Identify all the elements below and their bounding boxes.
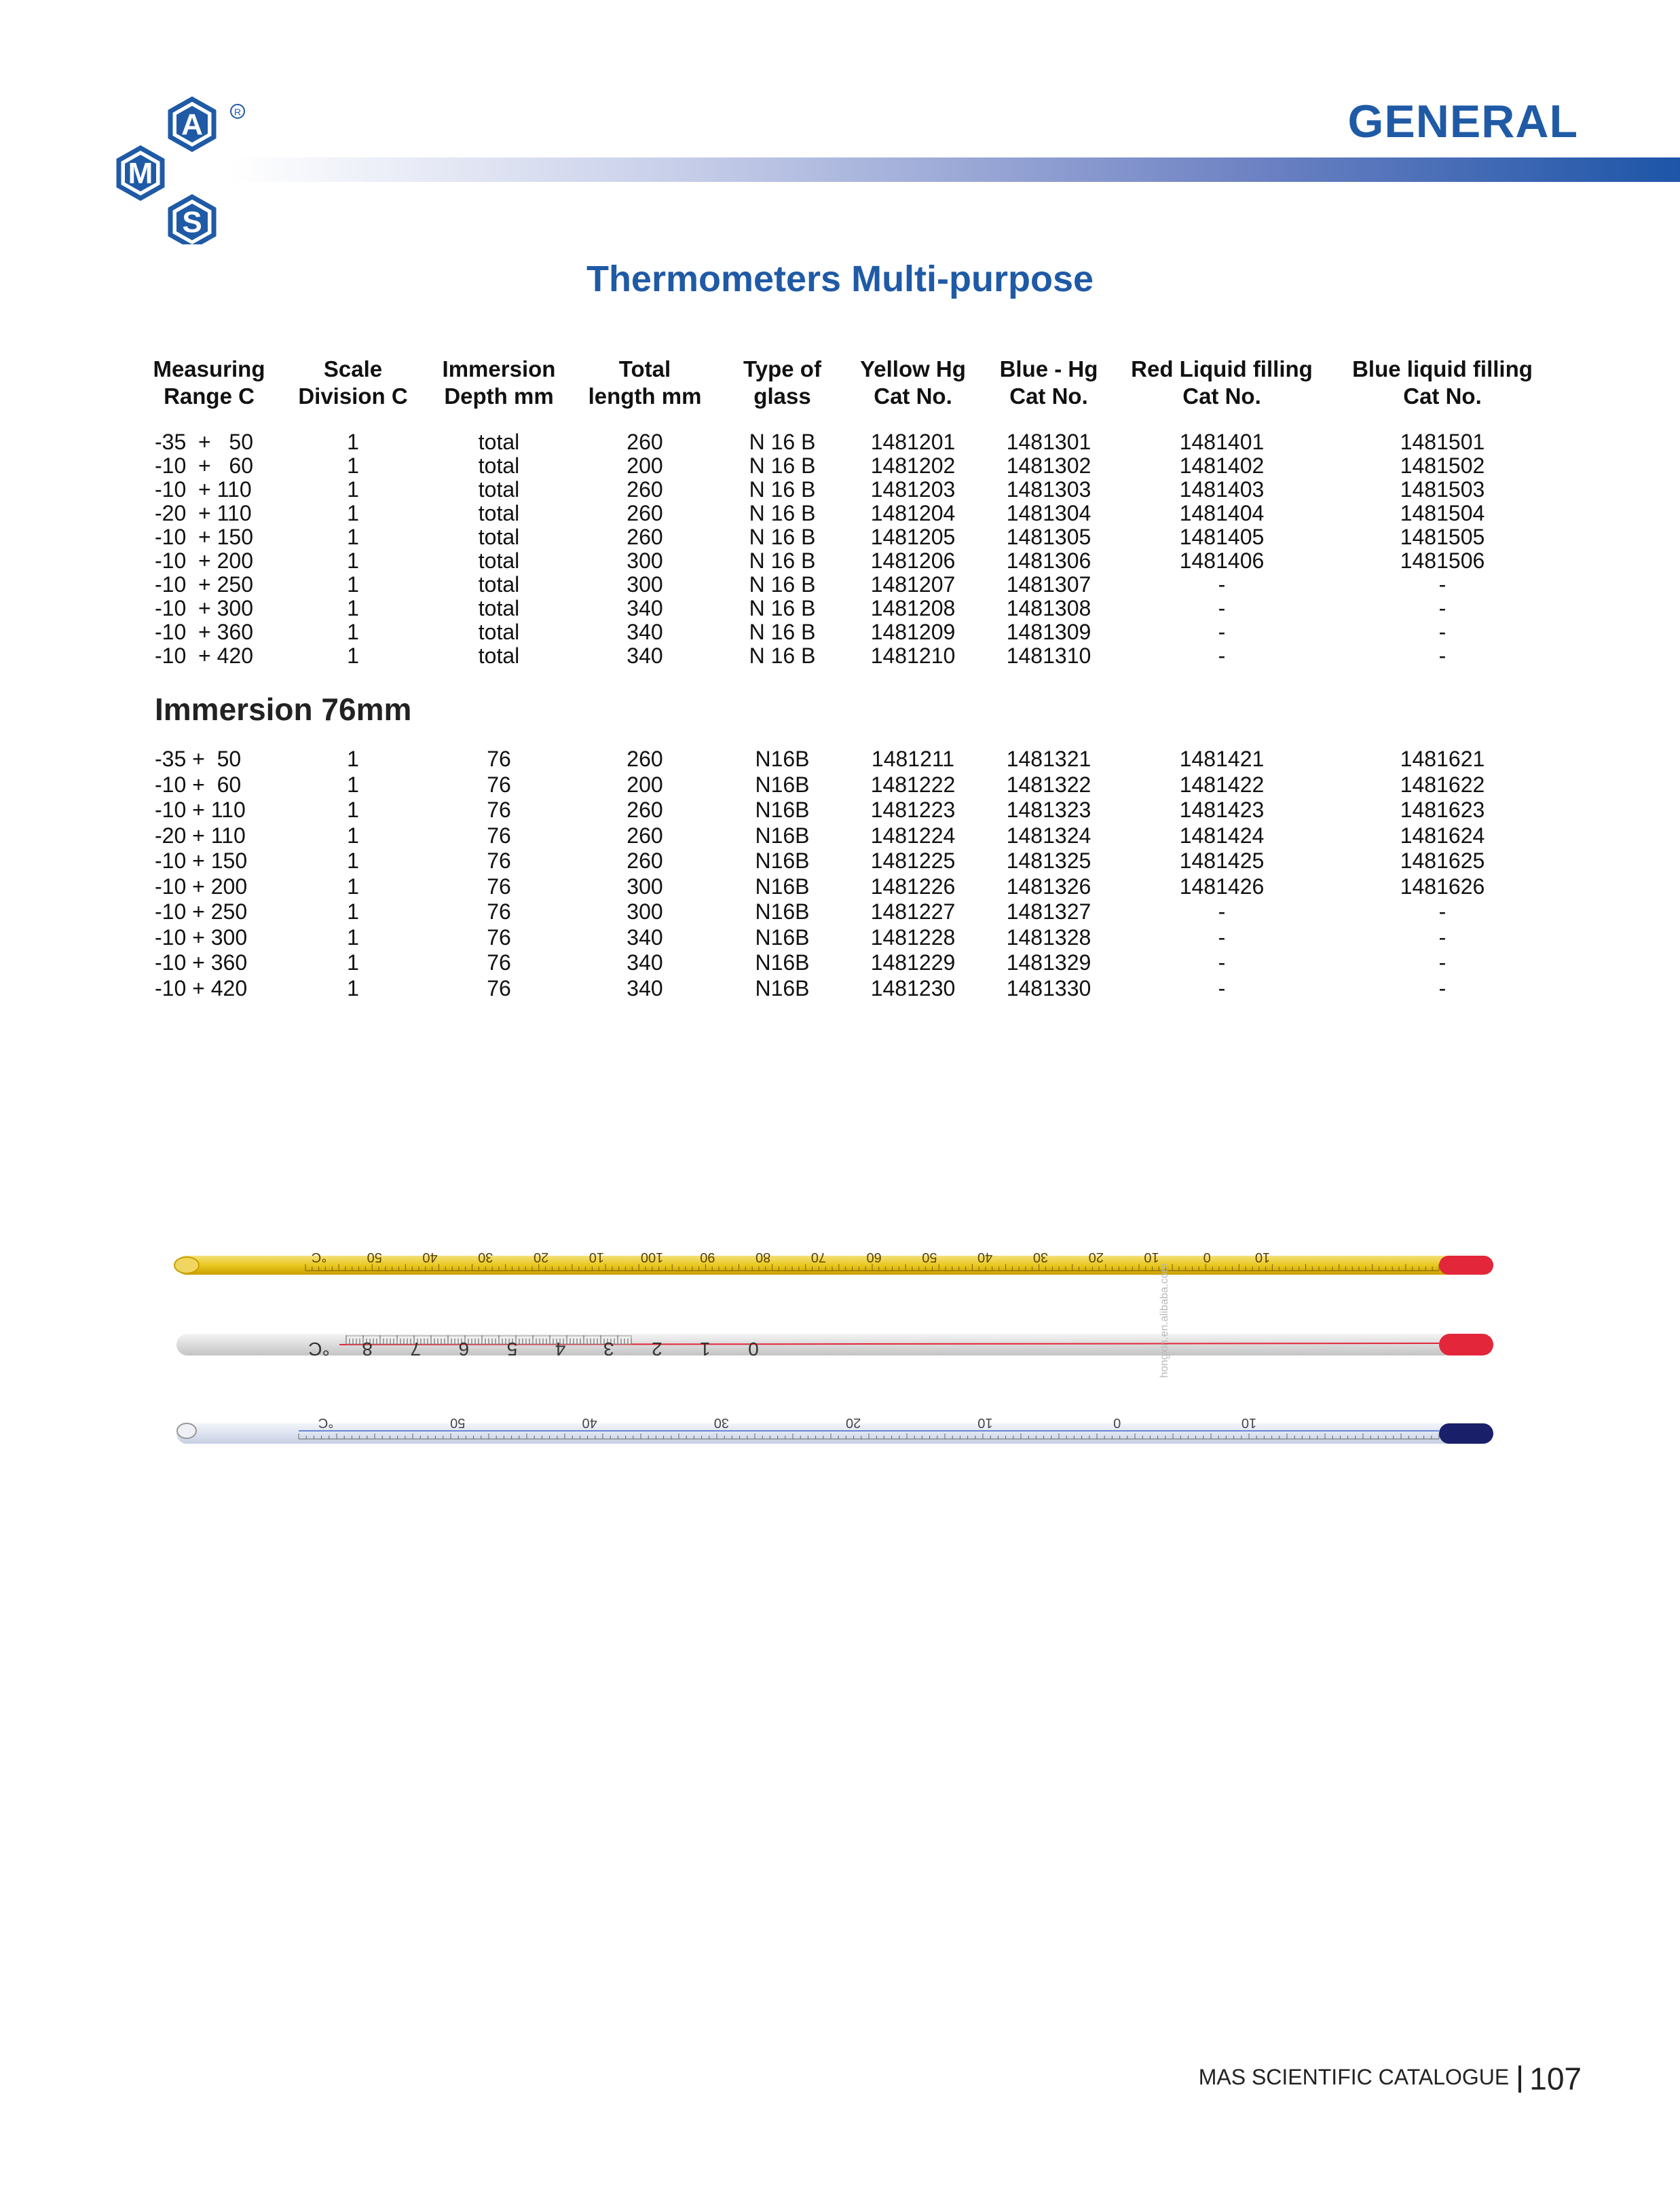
table-cell: 1481302	[1006, 453, 1091, 478]
table-cell: 1481423	[1179, 798, 1265, 822]
table-cell: 1481502	[1400, 453, 1485, 478]
table-cell: N 16 B	[749, 643, 816, 668]
table-cell: 300	[627, 899, 663, 924]
table-cell: 1	[347, 772, 359, 797]
table-cell: 1	[347, 924, 359, 950]
table-row	[0, 848, 1680, 873]
scale-label: 90	[700, 1250, 715, 1265]
table-cell: N16B	[755, 848, 810, 873]
table-cell: 1481422	[1179, 772, 1265, 797]
table-cell: 76	[487, 950, 511, 975]
column-header-line: Blue - Hg	[999, 356, 1098, 381]
scale-label: 6	[458, 1339, 470, 1360]
table-cell: 1	[347, 453, 359, 478]
table-cell: 1481230	[870, 975, 956, 1000]
table-cell: N16B	[755, 874, 810, 899]
table-cell: 1481330	[1006, 975, 1091, 1000]
table-cell: 340	[627, 975, 663, 1000]
table-cell: -10 + 200	[155, 548, 253, 573]
table-cell: 1481228	[870, 924, 956, 950]
table-row	[0, 823, 1680, 848]
table-cell: 1481325	[1006, 848, 1091, 873]
table-cell: 340	[627, 643, 663, 668]
table-cell: -	[1218, 924, 1226, 950]
table-row	[0, 525, 1680, 549]
table-row	[0, 548, 1680, 573]
table-cell: total	[478, 548, 520, 573]
table-cell: -10 + 360	[155, 620, 253, 644]
table-cell: -	[1438, 924, 1446, 950]
column-header-total-length	[580, 356, 709, 410]
table-cell: N16B	[755, 747, 810, 771]
scale-label: 50	[367, 1250, 382, 1265]
table-cell: 1481223	[870, 798, 956, 822]
table-cell: 1	[347, 620, 359, 644]
table-cell: 76	[487, 874, 511, 899]
table-cell: 1481403	[1179, 477, 1265, 502]
table-row	[0, 899, 1680, 924]
thermometers-photo	[163, 1235, 1520, 1480]
table-cell: 1481504	[1400, 501, 1485, 525]
table-cell: 1481202	[870, 453, 956, 478]
table-row	[0, 501, 1680, 525]
table-cell: 1481310	[1006, 643, 1091, 668]
scale-label: 7	[410, 1339, 422, 1360]
column-header-line: length mm	[588, 383, 702, 409]
scale-label: 20	[1088, 1250, 1104, 1265]
table-cell: 260	[627, 747, 663, 771]
scale-label: 3	[603, 1339, 614, 1360]
table-cell: 1481506	[1400, 548, 1485, 573]
table-row	[0, 925, 1680, 950]
table-cell: -35 + 50	[155, 747, 242, 771]
table-row	[0, 798, 1680, 822]
logo-letter-m: M	[128, 157, 153, 190]
column-header-line: Depth mm	[444, 383, 554, 409]
table-cell: -10 + 60	[155, 772, 242, 797]
table-cell: 1	[347, 874, 359, 899]
column-header-line: Division C	[298, 383, 408, 409]
table-cell: -20 + 110	[155, 501, 252, 525]
scale-label: 10	[1254, 1250, 1271, 1265]
table-cell: 1481211	[871, 747, 955, 771]
column-header-glass-type	[720, 356, 845, 410]
table-row	[0, 430, 1680, 454]
table-cell: -	[1218, 975, 1226, 1000]
table-cell: 1481301	[1006, 430, 1091, 454]
table-cell: 76	[487, 772, 511, 797]
scale-label: 30	[478, 1250, 493, 1265]
table-cell: 1481210	[870, 643, 956, 668]
table-cell: 340	[627, 596, 663, 620]
table-cell: 76	[487, 848, 511, 873]
table-cell: total	[478, 596, 520, 620]
table-cell: 1	[347, 643, 359, 668]
table-cell: 300	[627, 572, 663, 597]
scale-label: 0	[748, 1339, 759, 1360]
table-cell: -10 + 110	[155, 798, 246, 822]
table-cell: 1481209	[870, 620, 956, 644]
table-cell: 1481307	[1006, 572, 1091, 597]
scale-label: 60	[866, 1250, 882, 1265]
table-row	[0, 620, 1680, 644]
table-cell: 1481406	[1179, 548, 1265, 573]
table-cell: 1481224	[870, 823, 956, 848]
table-cell: N16B	[755, 924, 810, 950]
table-cell: -10 + 250	[155, 572, 253, 597]
table-cell: -10 + 110	[155, 477, 252, 502]
column-header-line: Type of	[743, 356, 821, 381]
table-cell: 1481201	[870, 430, 956, 454]
table-cell: 1481328	[1006, 924, 1091, 950]
table-cell: -10 + 60	[155, 453, 253, 478]
column-header-line: Blue liquid filling	[1352, 356, 1533, 381]
table-cell: 300	[627, 548, 663, 573]
table-cell: -10 + 300	[155, 924, 248, 950]
table-cell: 76	[487, 975, 511, 1000]
scale-label: 10	[977, 1415, 993, 1430]
table-cell: 76	[487, 924, 511, 950]
table-cell: 76	[487, 747, 511, 771]
column-header-line: Cat No.	[1182, 383, 1261, 409]
yellow-thermometer	[174, 1250, 1493, 1275]
column-header-measuring-range	[145, 356, 274, 410]
table-cell: N 16 B	[749, 596, 816, 620]
table-cell: N16B	[755, 772, 810, 797]
page-title: Thermometers Multi-purpose	[586, 259, 1094, 299]
table-cell: -	[1218, 620, 1226, 644]
table-cell: -10 + 150	[155, 848, 248, 873]
table-cell: 1481227	[870, 899, 956, 924]
page-number: 107	[1529, 2061, 1582, 2097]
table-cell: 1481324	[1006, 823, 1091, 848]
table-cell: 1481401	[1179, 430, 1265, 454]
table-cell: 200	[627, 772, 663, 797]
table-cell: -	[1438, 620, 1446, 644]
column-header-line: Red Liquid filling	[1131, 356, 1313, 381]
table-cell: N16B	[755, 823, 810, 848]
table-cell: total	[478, 453, 520, 478]
scale-label: 5	[506, 1339, 518, 1360]
table-cell: 1481623	[1400, 798, 1485, 822]
table-cell: 1481421	[1179, 747, 1265, 771]
table-cell: total	[478, 643, 520, 668]
table-cell: -10 + 150	[155, 525, 253, 549]
subheading-immersion-76mm: Immersion 76mm	[155, 692, 412, 727]
column-header-immersion-depth	[431, 356, 567, 410]
scale-label: 10	[1241, 1415, 1257, 1430]
scale-label: 1	[700, 1339, 711, 1360]
scale-label: 20	[533, 1250, 549, 1265]
footer-catalogue-label: MAS SCIENTIFIC CATALOGUE	[1198, 2065, 1510, 2089]
table-cell: 1	[347, 596, 359, 620]
table-cell: 1	[347, 747, 359, 771]
watermark-text: hongxin.en.alibaba.com	[1159, 1262, 1170, 1378]
table-cell: total	[478, 477, 520, 502]
footer	[1018, 2057, 1582, 2099]
table-cell: 260	[627, 798, 663, 822]
footer-divider	[1518, 2065, 1521, 2093]
table-cell: N 16 B	[749, 453, 816, 478]
table-cell: 1481329	[1006, 950, 1091, 975]
table-cell: N 16 B	[749, 525, 816, 549]
table-cell: N 16 B	[749, 430, 816, 454]
scale-label: 0	[1113, 1415, 1121, 1430]
table-cell: 1	[347, 525, 359, 549]
scale-label: 40	[582, 1415, 597, 1430]
table-cell: 1481304	[1006, 501, 1091, 525]
table-cell: N16B	[755, 899, 810, 924]
table-cell: 1481424	[1179, 823, 1265, 848]
table-cell: 1481309	[1006, 620, 1091, 644]
table-cell: -10 + 200	[155, 874, 248, 899]
column-header-line: Immersion	[442, 356, 556, 381]
scale-label: 2	[651, 1339, 662, 1360]
table-cell: 1481625	[1400, 848, 1485, 873]
column-header-yellow-hg	[845, 356, 981, 410]
table-cell: 1481207	[870, 572, 956, 597]
table-row	[0, 976, 1680, 1000]
table-cell: -	[1438, 899, 1446, 924]
table-cell: 340	[627, 950, 663, 975]
table-cell: 1	[347, 823, 359, 848]
table-cell: 1481624	[1400, 823, 1485, 848]
table-cell: N16B	[755, 975, 810, 1000]
table-cell: 1481229	[870, 950, 956, 975]
table-cell: 1481402	[1179, 453, 1265, 478]
column-header-line: Cat No.	[1009, 383, 1088, 409]
table-cell: -10 + 300	[155, 596, 253, 620]
table-cell: 1481626	[1400, 874, 1485, 899]
table-cell: N 16 B	[749, 548, 816, 573]
table-cell: 1481622	[1400, 772, 1485, 797]
table-cell: 1481303	[1006, 477, 1091, 502]
table-row	[0, 950, 1680, 975]
table-cell: 76	[487, 798, 511, 822]
table-cell: N 16 B	[749, 501, 816, 525]
table-cell: -	[1218, 572, 1226, 597]
table-cell: 1481326	[1006, 874, 1091, 899]
table-cell: 1481425	[1179, 848, 1265, 873]
svg-text:R: R	[234, 107, 242, 117]
table-cell: 1	[347, 501, 359, 525]
table-cell: 300	[627, 874, 663, 899]
table-cell: total	[478, 430, 520, 454]
scale-label: 30	[1032, 1250, 1049, 1265]
scale-label: 0	[1203, 1250, 1211, 1265]
table-cell: 260	[627, 501, 663, 525]
table-cell: 1481226	[870, 874, 956, 899]
table-cell: -	[1438, 643, 1446, 668]
table-cell: -	[1218, 596, 1226, 620]
scale-label: 30	[713, 1415, 729, 1430]
table-cell: N16B	[755, 798, 810, 822]
scale-label: 40	[422, 1250, 438, 1265]
scale-label: °C	[311, 1250, 327, 1265]
scale-label: 10	[1144, 1250, 1159, 1265]
table-cell: 260	[627, 848, 663, 873]
table-cell: 1481503	[1400, 477, 1485, 502]
table-cell: 1481203	[870, 477, 956, 502]
table-cell: total	[478, 525, 520, 549]
table-cell: 1481501	[1400, 430, 1485, 454]
column-header-line: Total	[618, 356, 671, 381]
column-header-blue-hg	[981, 356, 1117, 410]
table-cell: 1	[347, 477, 359, 502]
table-cell: 260	[627, 430, 663, 454]
table-cell: 1	[347, 975, 359, 1000]
table-cell: 1481206	[870, 548, 956, 573]
table-cell: 76	[487, 899, 511, 924]
table-cell: 1481322	[1006, 772, 1091, 797]
table-cell: 1	[347, 572, 359, 597]
section-title: GENERAL	[1347, 96, 1578, 147]
table-cell: 1	[347, 430, 359, 454]
scale-label: 100	[640, 1250, 664, 1265]
table-cell: 260	[627, 823, 663, 848]
table-cell: -20 + 110	[155, 823, 246, 848]
scale-label: 40	[977, 1250, 993, 1265]
scale-label: °C	[318, 1415, 334, 1430]
table-cell: -	[1218, 950, 1226, 975]
table-cell: 1481308	[1006, 596, 1091, 620]
table-cell: 1481305	[1006, 525, 1091, 549]
table-cell: 1481323	[1006, 798, 1091, 822]
table-cell: -10 + 360	[155, 950, 248, 975]
table-cell: -10 + 420	[155, 975, 248, 1000]
column-header-line: Measuring	[153, 356, 265, 381]
table-cell: total	[478, 620, 520, 644]
table-cell: 1481225	[870, 848, 956, 873]
column-header-line: glass	[753, 383, 811, 409]
table-cell: total	[478, 501, 520, 525]
table-cell: 1	[347, 899, 359, 924]
table-cell: 1	[347, 548, 359, 573]
table-cell: 1481205	[870, 525, 956, 549]
table-cell: 1481404	[1179, 501, 1265, 525]
table-cell: -	[1218, 899, 1226, 924]
scale-label: 20	[846, 1415, 861, 1430]
table-cell: -	[1438, 596, 1446, 620]
table-cell: 1481426	[1179, 874, 1265, 899]
scale-label: 80	[755, 1250, 771, 1265]
column-header-scale-division	[292, 356, 414, 410]
table-cell: -35 + 50	[155, 430, 253, 454]
table-cell: 1481405	[1179, 525, 1265, 549]
table-row	[0, 874, 1680, 899]
blue-liquid-thermometer	[176, 1415, 1493, 1444]
table-row	[0, 772, 1680, 797]
table-cell: N 16 B	[749, 620, 816, 644]
header-gradient-bar	[231, 157, 1680, 182]
table-row	[0, 572, 1680, 597]
column-header-line: Range C	[164, 383, 255, 409]
column-header-line: Cat No.	[874, 383, 952, 409]
scale-label: 4	[555, 1339, 566, 1360]
table-row	[0, 747, 1680, 771]
table-row	[0, 643, 1680, 668]
scale-label: 10	[589, 1250, 604, 1265]
scale-label: 70	[810, 1250, 827, 1265]
table-cell: N 16 B	[749, 477, 816, 502]
column-header-red-liquid	[1113, 356, 1330, 410]
table-cell: 1481621	[1400, 747, 1485, 771]
logo-letter-s: S	[182, 206, 202, 239]
table-cell: 260	[627, 477, 663, 502]
column-header-line: Scale	[323, 356, 383, 381]
table-cell: total	[478, 572, 520, 597]
red-liquid-thermometer	[176, 1263, 1493, 1378]
table-cell: 76	[487, 823, 511, 848]
column-header-line: Yellow Hg	[860, 356, 966, 381]
table-cell: 1481306	[1006, 548, 1091, 573]
table-row	[0, 477, 1680, 502]
table-cell: -10 + 250	[155, 899, 248, 924]
table-cell: 1	[347, 848, 359, 873]
table-cell: 1481327	[1006, 899, 1091, 924]
table-cell: 1481222	[870, 772, 956, 797]
scale-label: 8	[362, 1339, 373, 1360]
logo-letter-a: A	[181, 108, 203, 141]
table-row	[0, 596, 1680, 620]
table-cell: 1481204	[870, 501, 956, 525]
table-cell: -	[1438, 950, 1446, 975]
column-header-line: Cat No.	[1403, 383, 1482, 409]
column-header-blue-liquid	[1330, 356, 1554, 410]
table-cell: -	[1438, 975, 1446, 1000]
table-cell: -	[1218, 643, 1226, 668]
table-cell: N 16 B	[749, 572, 816, 597]
table-cell: N16B	[755, 950, 810, 975]
table-row	[0, 453, 1680, 478]
table-cell: -	[1438, 572, 1446, 597]
table-cell: 260	[627, 525, 663, 549]
scale-label: 50	[922, 1250, 937, 1265]
table-cell: 340	[627, 620, 663, 644]
table-cell: 200	[627, 453, 663, 478]
table-cell: 1	[347, 798, 359, 822]
scale-label: 50	[450, 1415, 466, 1430]
table-cell: 1	[347, 950, 359, 975]
table-cell: -10 + 420	[155, 643, 253, 668]
table-cell: 1481505	[1400, 525, 1485, 549]
scale-label: °C	[308, 1339, 330, 1360]
table-cell: 340	[627, 924, 663, 950]
table-cell: 1481321	[1006, 747, 1091, 771]
table-cell: 1481208	[870, 596, 956, 620]
